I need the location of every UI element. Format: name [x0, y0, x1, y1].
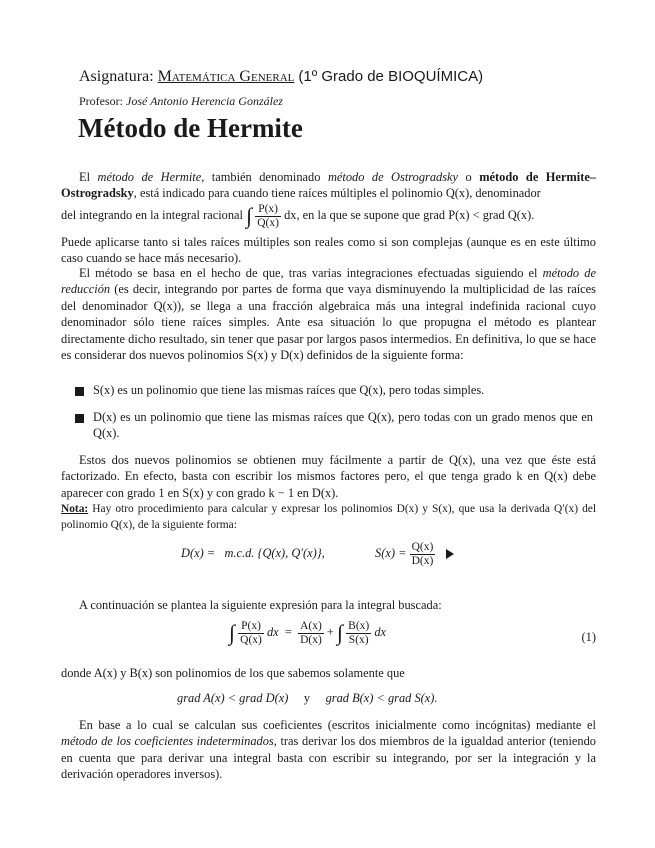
grad-b-condition: grad B(x) < grad S(x). [325, 691, 438, 705]
grado-label: (1º Grado de BIOQUÍMICA) [298, 68, 484, 85]
integral-line [61, 203, 534, 229]
paragraph-method [61, 265, 596, 363]
profesor-label: Profesor: [79, 94, 123, 108]
numerator: P(x) [255, 203, 281, 217]
paragraph-coefficients [61, 717, 596, 783]
paragraph-intro-end [61, 234, 596, 267]
profesor-name: José Antonio Herencia González [126, 94, 283, 108]
term-hermite-ostrogradsky: método de Hermite–Ostrogradsky [61, 170, 597, 201]
text: En base a lo cual se calculan sus coeficientes (escritos inicialmente como incógnitas) mediante el [79, 718, 596, 732]
bullet-s [93, 382, 593, 398]
bullet-d [93, 409, 593, 442]
paragraph-expression [61, 597, 596, 613]
denominator: D(x) [300, 633, 322, 646]
numerator: P(x) [238, 620, 264, 634]
denominator: Q(x) [240, 633, 262, 646]
text: D(x) es un polinomio que tiene las mismas raíces que Q(x), pero todas con un grado menos que en Q(x). [93, 410, 593, 441]
note-label: Nota: [61, 503, 89, 515]
degree-conditions [177, 691, 438, 706]
mcd-expression: m.c.d. {Q(x), Q′(x)}, [224, 545, 325, 560]
integral-sign: ∫ [246, 203, 253, 229]
text: donde A(x) y B(x) son polinomios de los que sabemos solamente que [61, 666, 405, 680]
text: (es decir, integrando por partes de forma que vaya disminuyendo la multiplicidad de las raíces del denominador Q(x)), se llega a una fracción algebraica más una integral indefinida racional cuyo denominador sólo tiene raíces simples. Ante esa situación lo que propugna el método es plantear directamente dicho resultado, sin tener que pasar por largos pasos intermedios. En definitiva, lo que se hace es considerar dos nuevos polinomios S(x) y D(x) definidos de la siguiente forma: [61, 282, 596, 363]
term-coeficientes: método de los coeficientes indeterminados [61, 734, 274, 749]
professor-line [79, 94, 283, 109]
text: Hay otro procedimiento para calcular y expresar los polinomios D(x) y S(x), que usa la derivada Q′(x) del polinomio Q(x), de la siguiente forma: [61, 503, 596, 531]
note [61, 502, 596, 533]
term-ostrogradsky: método de Ostrogradsky [327, 170, 459, 184]
paragraph-donde [61, 665, 596, 681]
paragraph-factor [61, 452, 596, 501]
paragraph-intro [61, 169, 596, 202]
equation-1 [229, 620, 386, 646]
grad-a-condition: grad A(x) < grad D(x) [177, 691, 289, 705]
text: , también denominado [201, 170, 328, 184]
asignatura-name: Matemática General [157, 68, 295, 85]
text: Puede aplicarse tanto si tales raíces múltiples son reales como si son complejas (aunque es en este último caso cuando se hace más necesario). [61, 235, 596, 266]
denominator: S(x) [348, 633, 369, 646]
integral-sign: ∫ [337, 620, 344, 646]
fraction-p-q [255, 203, 281, 229]
numerator: B(x) [348, 620, 370, 632]
term-hermite: método de Hermite [97, 170, 202, 184]
fraction-p-q [238, 620, 264, 646]
text: , tras derivar los dos miembros de la igualdad anterior (teniendo en cuenta que para derivar una integral basta con escribir su integrando, por ser la integración y la derivación operadores inversos). [61, 734, 597, 782]
term-reduccion: método de reducción [61, 266, 596, 297]
text: A continuación se plantea la siguiente expresión para la integral buscada: [79, 598, 442, 612]
d-equals: D(x) = [181, 545, 216, 560]
asignatura-label: Asignatura: [79, 68, 154, 85]
page-title: Método de Hermite [78, 113, 303, 143]
differential: dx [374, 624, 387, 639]
fraction-a-d [298, 620, 324, 646]
text: , está indicado para cuando tiene raíces múltiples el polinomio Q(x), denominador [133, 186, 541, 201]
text: Estos dos nuevos polinomios se obtienen muy fácilmente a partir de Q(x), una vez que éste está factorizado. En efecto, basta con escribir los mismos factores pero, el que tenga grado k en Q(x) debe aparecer con grado 1 en S(x) y con grado k − 1 en D(x). [61, 453, 596, 500]
text: del integrando en la integral racional [61, 207, 243, 222]
s-equals: S(x) = [375, 545, 407, 560]
text: El [79, 170, 98, 184]
text: dx, en la que se supone que grad P(x) < grad Q(x). [284, 207, 535, 222]
numerator: A(x) [300, 620, 322, 632]
plus-sign: + [326, 624, 334, 639]
numerator: Q(x) [411, 541, 434, 553]
equals-sign: = [284, 624, 292, 639]
equation-number: (1) [581, 630, 596, 644]
conjunction: y [303, 691, 311, 705]
integral-sign: ∫ [229, 620, 236, 646]
fraction-q-d [410, 541, 436, 567]
formula-d-s [181, 541, 454, 567]
bullet-marker [75, 387, 84, 396]
text: S(x) es un polinomio que tiene las mismas raíces que Q(x), pero todas simples. [93, 383, 485, 397]
differential: dx [266, 624, 279, 639]
fraction-b-s [346, 620, 371, 646]
text: o [458, 170, 480, 184]
denominator: D(x) [411, 554, 434, 567]
denominator: Q(x) [257, 216, 279, 229]
bullet-marker [75, 414, 84, 423]
end-of-note-icon [446, 549, 454, 559]
text: El método se basa en el hecho de que, tras varias integraciones efectuadas siguiendo el [79, 266, 543, 280]
course-header [79, 68, 483, 86]
